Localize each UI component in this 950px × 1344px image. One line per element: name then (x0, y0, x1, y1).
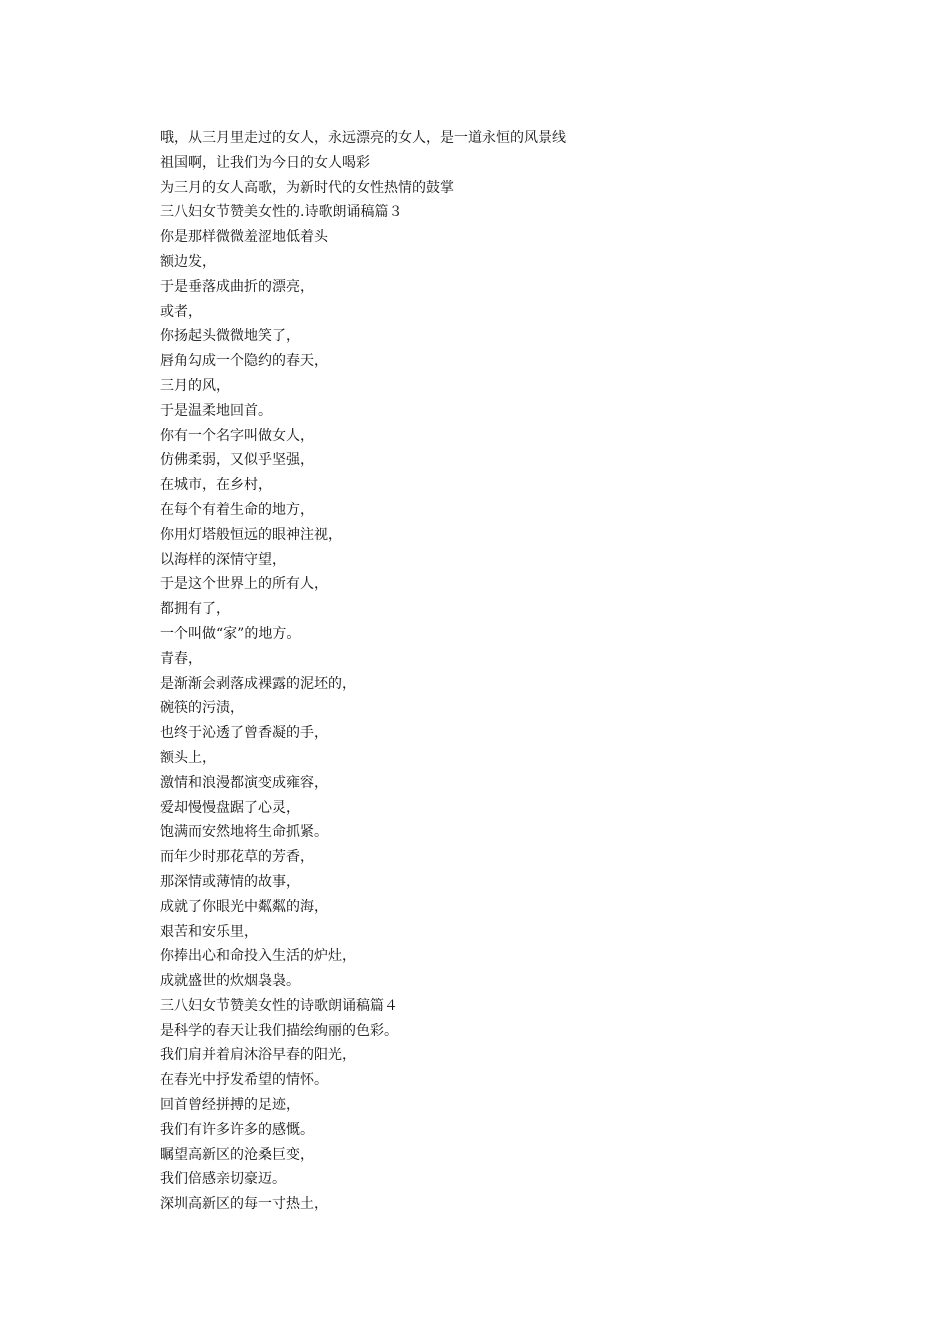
section-heading-3: 三八妇女节赞美女性的.诗歌朗诵稿篇３ (160, 204, 403, 221)
text-line-6: 额边发， (160, 253, 216, 270)
text-line-24: 碗筷的污渍， (160, 700, 244, 717)
text-line-42: 瞩望高新区的沧桑巨变， (160, 1146, 314, 1163)
text-line-32: 成就了你眼光中粼粼的海， (160, 898, 328, 915)
text-line-7: 于是垂落成曲折的漂亮， (160, 278, 314, 295)
text-line-34: 你捧出心和命投入生活的炉灶， (160, 948, 356, 965)
text-line-2: 祖国啊，让我们为今日的女人喝彩 (160, 154, 370, 171)
text-line-29: 饱满而安然地将生命抓紧。 (160, 824, 328, 841)
text-line-38: 我们肩并着肩沐浴早春的阳光， (160, 1047, 356, 1064)
text-line-44: 深圳高新区的每一寸热土， (160, 1196, 328, 1213)
text-line-43: 我们倍感亲切豪迈。 (160, 1171, 286, 1188)
poem-text-block (160, 126, 880, 1217)
text-line-26: 额头上， (160, 749, 216, 766)
text-line-17: 你用灯塔般恒远的眼神注视， (160, 526, 342, 543)
text-line-8: 或者， (160, 303, 202, 320)
text-line-13: 你有一个名字叫做女人， (160, 427, 314, 444)
text-line-21: 一个叫做“家”的地方。 (160, 625, 301, 642)
text-line-23: 是渐渐会剥落成裸露的泥坯的， (160, 675, 356, 692)
text-line-37: 是科学的春天让我们描绘绚丽的色彩。 (160, 1022, 398, 1039)
text-line-19: 于是这个世界上的所有人， (160, 576, 328, 593)
text-line-1: 哦，从三月里走过的女人，永远漂亮的女人，是一道永恒的风景线 (160, 130, 566, 146)
text-line-39: 在春光中抒发希望的情怀。 (160, 1072, 328, 1089)
text-line-41: 我们有许多许多的感慨。 (160, 1121, 314, 1138)
text-line-9: 你扬起头微微地笑了， (160, 328, 300, 345)
text-line-16: 在每个有着生命的地方， (160, 501, 314, 518)
text-line-10: 唇角勾成一个隐约的春天， (160, 353, 328, 370)
text-line-15: 在城市，在乡村， (160, 477, 272, 494)
text-line-27: 激情和浪漫都演变成雍容， (160, 774, 328, 791)
text-line-33: 艰苦和安乐里， (160, 923, 258, 940)
text-line-28: 爱却慢慢盘踞了心灵， (160, 799, 300, 816)
text-line-30: 而年少时那花草的芳香， (160, 849, 314, 866)
text-line-18: 以海样的深情守望， (160, 551, 286, 568)
text-line-3: 为三月的女人高歌，为新时代的女性热情的鼓掌 (160, 179, 454, 196)
text-line-35: 成就盛世的炊烟袅袅。 (160, 973, 300, 990)
text-line-40: 回首曾经拼搏的足迹， (160, 1097, 300, 1114)
text-line-31: 那深情或薄情的故事， (160, 873, 300, 890)
section-heading-4: 三八妇女节赞美女性的诗歌朗诵稿篇４ (160, 997, 398, 1014)
text-line-25: 也终于沁透了曾香凝的手， (160, 725, 328, 742)
text-line-22: 青春， (160, 650, 202, 667)
text-line-12: 于是温柔地回首。 (160, 402, 272, 419)
text-line-5: 你是那样微微羞涩地低着头 (160, 229, 328, 246)
text-line-14: 仿佛柔弱，又似乎坚强， (160, 452, 314, 469)
text-line-11: 三月的风， (160, 377, 230, 394)
text-line-20: 都拥有了， (160, 601, 230, 618)
